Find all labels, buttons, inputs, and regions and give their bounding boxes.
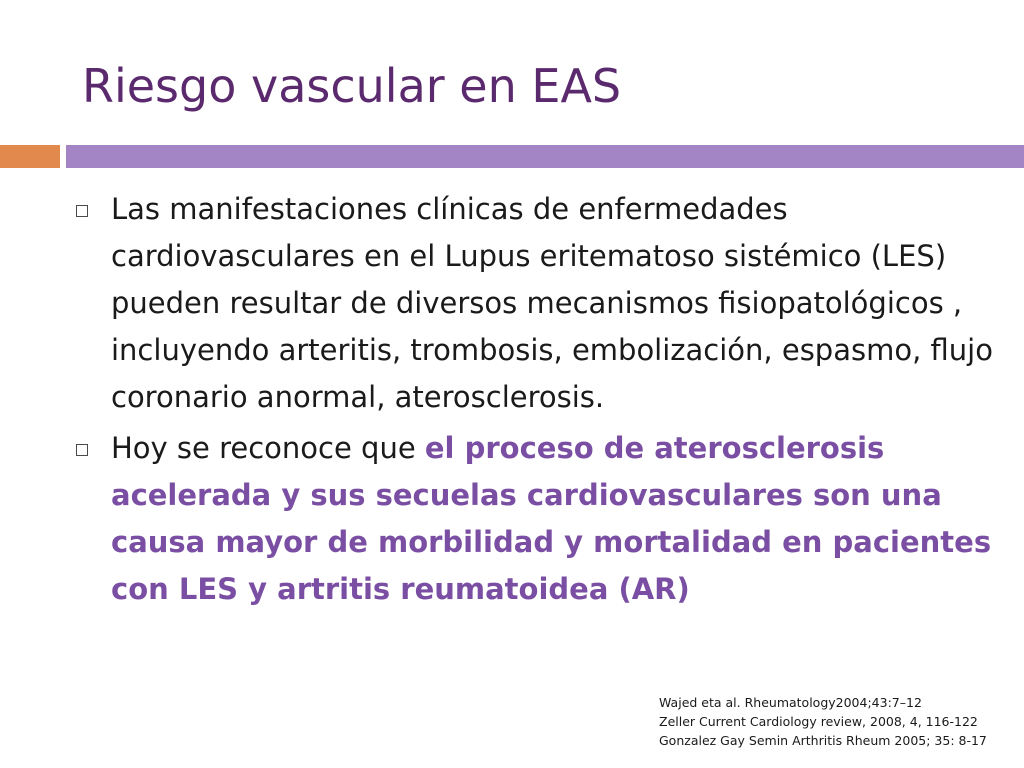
- square-bullet-icon: [76, 205, 88, 217]
- bullet-text: Las manifestaciones clínicas de enfermedades cardiovasculares en el Lupus eritematoso sistémico (LES) pueden resultar de diversos mecanismos fisiopatológicos , incluyendo arteritis, trombosis, embolización, espasmo, flujo coronario anormal, aterosclerosis.: [111, 192, 993, 414]
- bullet-highlight-text: el proceso de aterosclerosis acelerada y sus secuelas cardiovasculares son una causa mayor de morbilidad y mortalidad en pacientes con LES y artritis reumatoidea (AR): [111, 431, 992, 606]
- bullet-list: [0, 186, 1024, 617]
- bullet-item-manifestaciones: [0, 186, 1001, 421]
- orange-accent-bar: [0, 145, 60, 168]
- reference-line: Gonzalez Gay Semin Arthritis Rheum 2005; 35: 8-17: [659, 733, 987, 748]
- purple-accent-bar: [66, 145, 1024, 168]
- slide-title: Riesgo vascular en EAS: [82, 59, 622, 113]
- square-bullet-icon: [76, 444, 88, 456]
- bullet-text: Hoy se reconoce que: [111, 431, 425, 465]
- bullet-item-aterosclerosis: [0, 425, 1001, 613]
- reference-line: Wajed eta al. Rheumatology2004;43:7–12: [659, 695, 922, 710]
- references: [659, 693, 987, 750]
- reference-line: Zeller Current Cardiology review, 2008, 4, 116-122: [659, 714, 978, 729]
